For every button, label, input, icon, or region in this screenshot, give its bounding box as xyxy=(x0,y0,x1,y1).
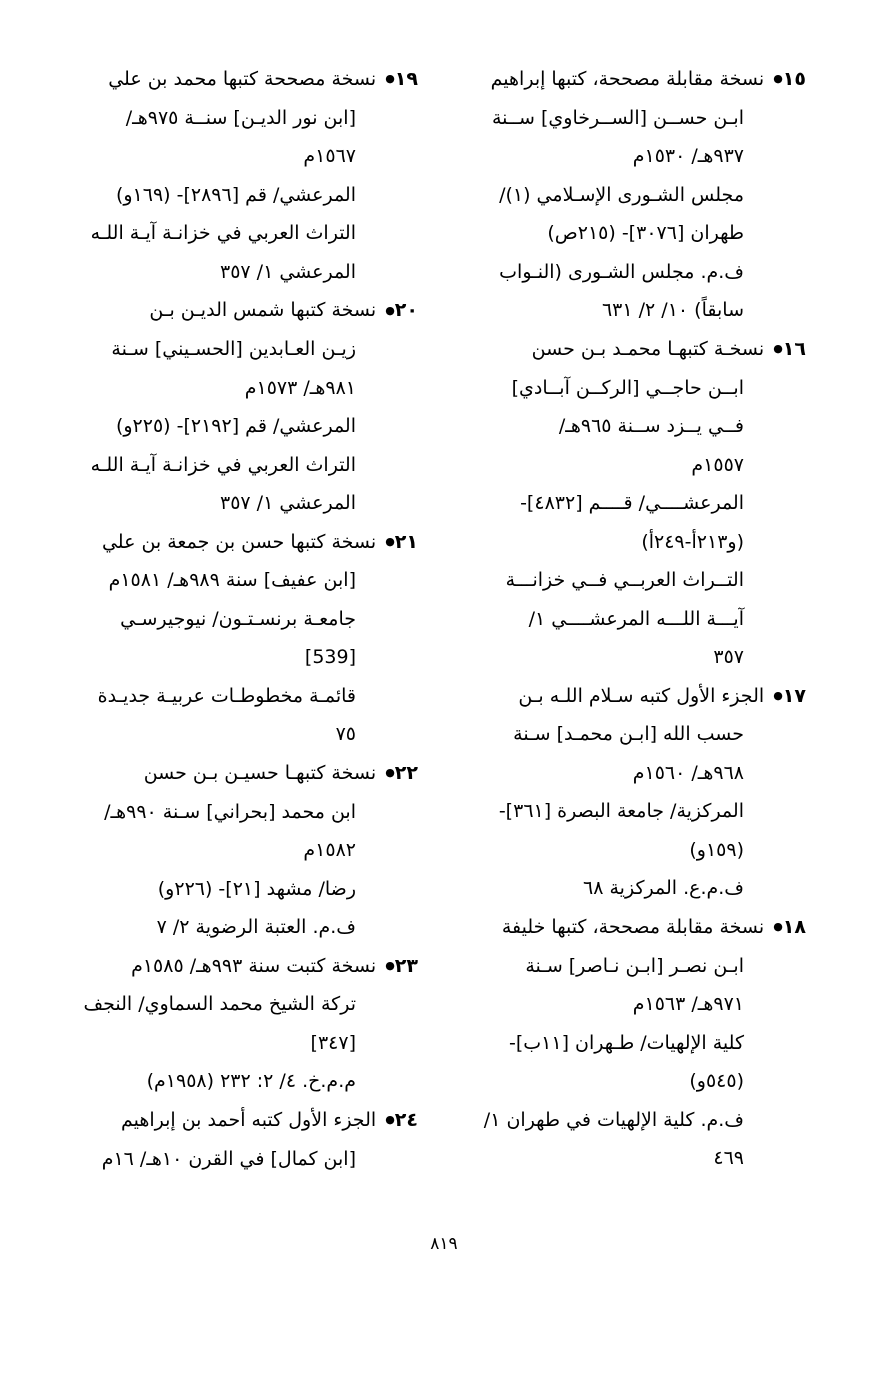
catalog-entry xyxy=(466,677,806,908)
entry-line: ف.م. كلية الإلهيات في طهران ١/ xyxy=(483,1108,744,1131)
entry-line: المرعشي/ قم [٢١٩٢]- (٢٢٥و) xyxy=(115,415,356,437)
entry-line: نسخة كتبها شمس الديـن بـن xyxy=(149,299,377,322)
entry-line: المركزية/ جامعة البصرة [٣٦١]- xyxy=(498,800,744,823)
entry-number: ١٩ xyxy=(394,68,418,90)
catalog-entry xyxy=(78,947,418,1101)
entry-line: ابــن حاجــي [الركــن آبــادي] xyxy=(511,376,744,399)
entry-line: آيـــة اللـــه المرعشــــي ١/ xyxy=(528,607,744,630)
entry-line: ٣٥٧ xyxy=(713,646,744,668)
entry-line: طهران [٣٠٧٦]- (٢١٥ص) xyxy=(547,222,744,245)
entry-line: [ابن عفيف] سنة ٩٨٩هـ/ ١٥٨١م xyxy=(108,569,356,592)
bullet-icon: ● xyxy=(385,72,395,86)
entry-line: نسخة كتبت سنة ٩٩٣هـ/ ١٥٨٥م xyxy=(131,954,377,977)
entry-line: [٣٤٧] xyxy=(310,1031,356,1054)
bullet-icon: ● xyxy=(385,303,395,317)
entry-line: ١٥٦٧م xyxy=(303,145,356,168)
entry-line: ابـن حســن [الســرخاوي] ســنة xyxy=(491,106,744,129)
catalog-entry xyxy=(78,523,418,754)
entry-line: نسخـة كتبهـا محمـد بـن حسن xyxy=(531,337,765,360)
entry-line: (و٢١٣أ-٢٤٩أ) xyxy=(641,530,744,553)
entry-line: نسخة كتبهـا حسيـن بـن حسن xyxy=(143,761,377,784)
bullet-icon: ● xyxy=(773,342,783,355)
entry-line: ١٥٥٧م xyxy=(691,453,744,476)
bullet-icon: ● xyxy=(773,688,783,702)
entry-line: ٩٧١هـ/ ١٥٦٣م xyxy=(632,993,744,1015)
entry-line: (٥٤٥و) xyxy=(689,1070,744,1092)
entry-line: [ابن كمال] في القرن ١٠هـ/ ١٦م xyxy=(101,1147,356,1170)
entry-number: ١٧ xyxy=(782,684,806,707)
entry-line: م.م.خ. ٤/ ٢: ٢٣٢ (١٩٥٨م) xyxy=(146,1070,356,1093)
entry-line: التــراث العربــي فــي خزانـــة xyxy=(505,569,744,591)
entry-line: ابن محمد [بحراني] سـنة ٩٩٠هـ/ xyxy=(104,800,356,823)
entry-line: فــي يــزد ســنة ٩٦٥هـ/ xyxy=(558,415,744,437)
bullet-icon: ● xyxy=(385,1113,395,1126)
entry-line: نسخة مصححة كتبها محمد بن علي xyxy=(108,68,377,90)
entry-number: ٢١ xyxy=(394,530,418,553)
bullet-icon: ● xyxy=(773,920,783,933)
entry-line: ١٥٨٢م xyxy=(303,839,356,861)
catalog-entry xyxy=(78,291,418,522)
entry-line: ابـن نصـر [ابـن نـاصر] سـنة xyxy=(525,954,744,977)
entry-number: ١٦ xyxy=(782,337,806,360)
entry-line: التراث العربي في خزانـة آيـة اللـه xyxy=(90,453,356,476)
entry-line: نسخة كتبها حسن بن جمعة بن علي xyxy=(101,530,377,553)
entry-line: قائمـة مخطوطـات عربيـة جديـدة xyxy=(97,684,356,707)
entry-number: ٢٢ xyxy=(394,761,418,784)
bullet-icon: ● xyxy=(773,72,783,86)
entry-line: ٧٥ xyxy=(335,723,356,746)
entry-line: ف.م. مجلس الشـورى (النـواب xyxy=(499,260,744,283)
entry-line: جامعـة برنسـتـون/ نيوجيرسـي xyxy=(120,607,356,630)
entry-line: زيـن العـابدين [الحسـيني] سـنة xyxy=(111,338,356,360)
bullet-icon: ● xyxy=(385,958,395,972)
entry-line: الجزء الأول كتبه سـلام اللـه بـن xyxy=(518,684,765,707)
entry-line: الجزء الأول كتبه أحمد بن إبراهيم xyxy=(120,1108,377,1131)
entry-line: تركة الشيخ محمد السماوي/ النجف xyxy=(83,993,356,1016)
catalog-entry xyxy=(78,754,418,947)
bullet-icon: ● xyxy=(385,534,395,548)
entry-line: المرعشي ١/ ٣٥٧ xyxy=(220,492,356,514)
entry-number: ١٨ xyxy=(782,915,806,938)
catalog-entry xyxy=(78,60,418,291)
catalog-entry xyxy=(466,60,806,330)
entry-line: ٩٦٨هـ/ ١٥٦٠م xyxy=(632,761,744,784)
entry-line: ٩٣٧هـ/ ١٥٣٠م xyxy=(632,145,744,168)
entry-line: التراث العربي في خزانـة آيـة اللـه xyxy=(90,222,356,245)
entry-line: ٩٨١هـ/ ١٥٧٣م xyxy=(244,376,356,399)
entry-line: مجلس الشـورى الإسـلامي (١)/ xyxy=(499,183,744,206)
bullet-icon: ● xyxy=(385,766,395,779)
entry-line: [ابن نور الديـن] سنــة ٩٧٥هـ/ xyxy=(125,106,356,129)
entry-line: حسب الله [ابـن محمـد] سـنة xyxy=(513,723,744,746)
entry-number: ١٥ xyxy=(782,68,806,90)
entry-line: سابقاً) ١٠/ ٢/ ٦٣١ xyxy=(601,299,744,322)
entry-line: رضا/ مشهد [٢١]- (٢٢٦و) xyxy=(157,877,356,900)
entry-number: ٢٠ xyxy=(394,299,418,322)
entry-line: نسخة مقابلة مصححة، كتبها خليفة xyxy=(501,915,765,938)
page-number: ٨١٩ xyxy=(430,1234,458,1254)
left-column xyxy=(78,60,418,1178)
entry-line: المرعشــــي/ قــــم [٤٨٣٢]- xyxy=(520,492,744,514)
entry-line: [539] xyxy=(304,646,356,669)
entry-line: المرعشي ١/ ٣٥٧ xyxy=(220,260,356,283)
right-column xyxy=(466,60,806,1178)
catalog-entry xyxy=(466,330,806,677)
entry-line: ف.م. العتبة الرضوية ٢/ ٧ xyxy=(156,916,356,938)
catalog-entry xyxy=(466,908,806,1178)
entry-number: ٢٣ xyxy=(394,954,418,977)
entry-line: ٤٦٩ xyxy=(713,1147,744,1169)
entry-line: (١٥٩و) xyxy=(689,838,744,861)
entry-line: نسخة مقابلة مصححة، كتبها إبراهيم xyxy=(490,68,765,90)
entry-number: ٢٤ xyxy=(394,1108,418,1131)
entry-line: ف.م.ع. المركزية ٦٨ xyxy=(583,877,744,900)
entry-line: المرعشي/ قم [٢٨٩٦]- (١٦٩و) xyxy=(115,183,356,206)
entry-line: كلية الإلهيات/ طـهران [١١ب]- xyxy=(509,1031,744,1054)
catalog-entry xyxy=(78,1101,418,1178)
